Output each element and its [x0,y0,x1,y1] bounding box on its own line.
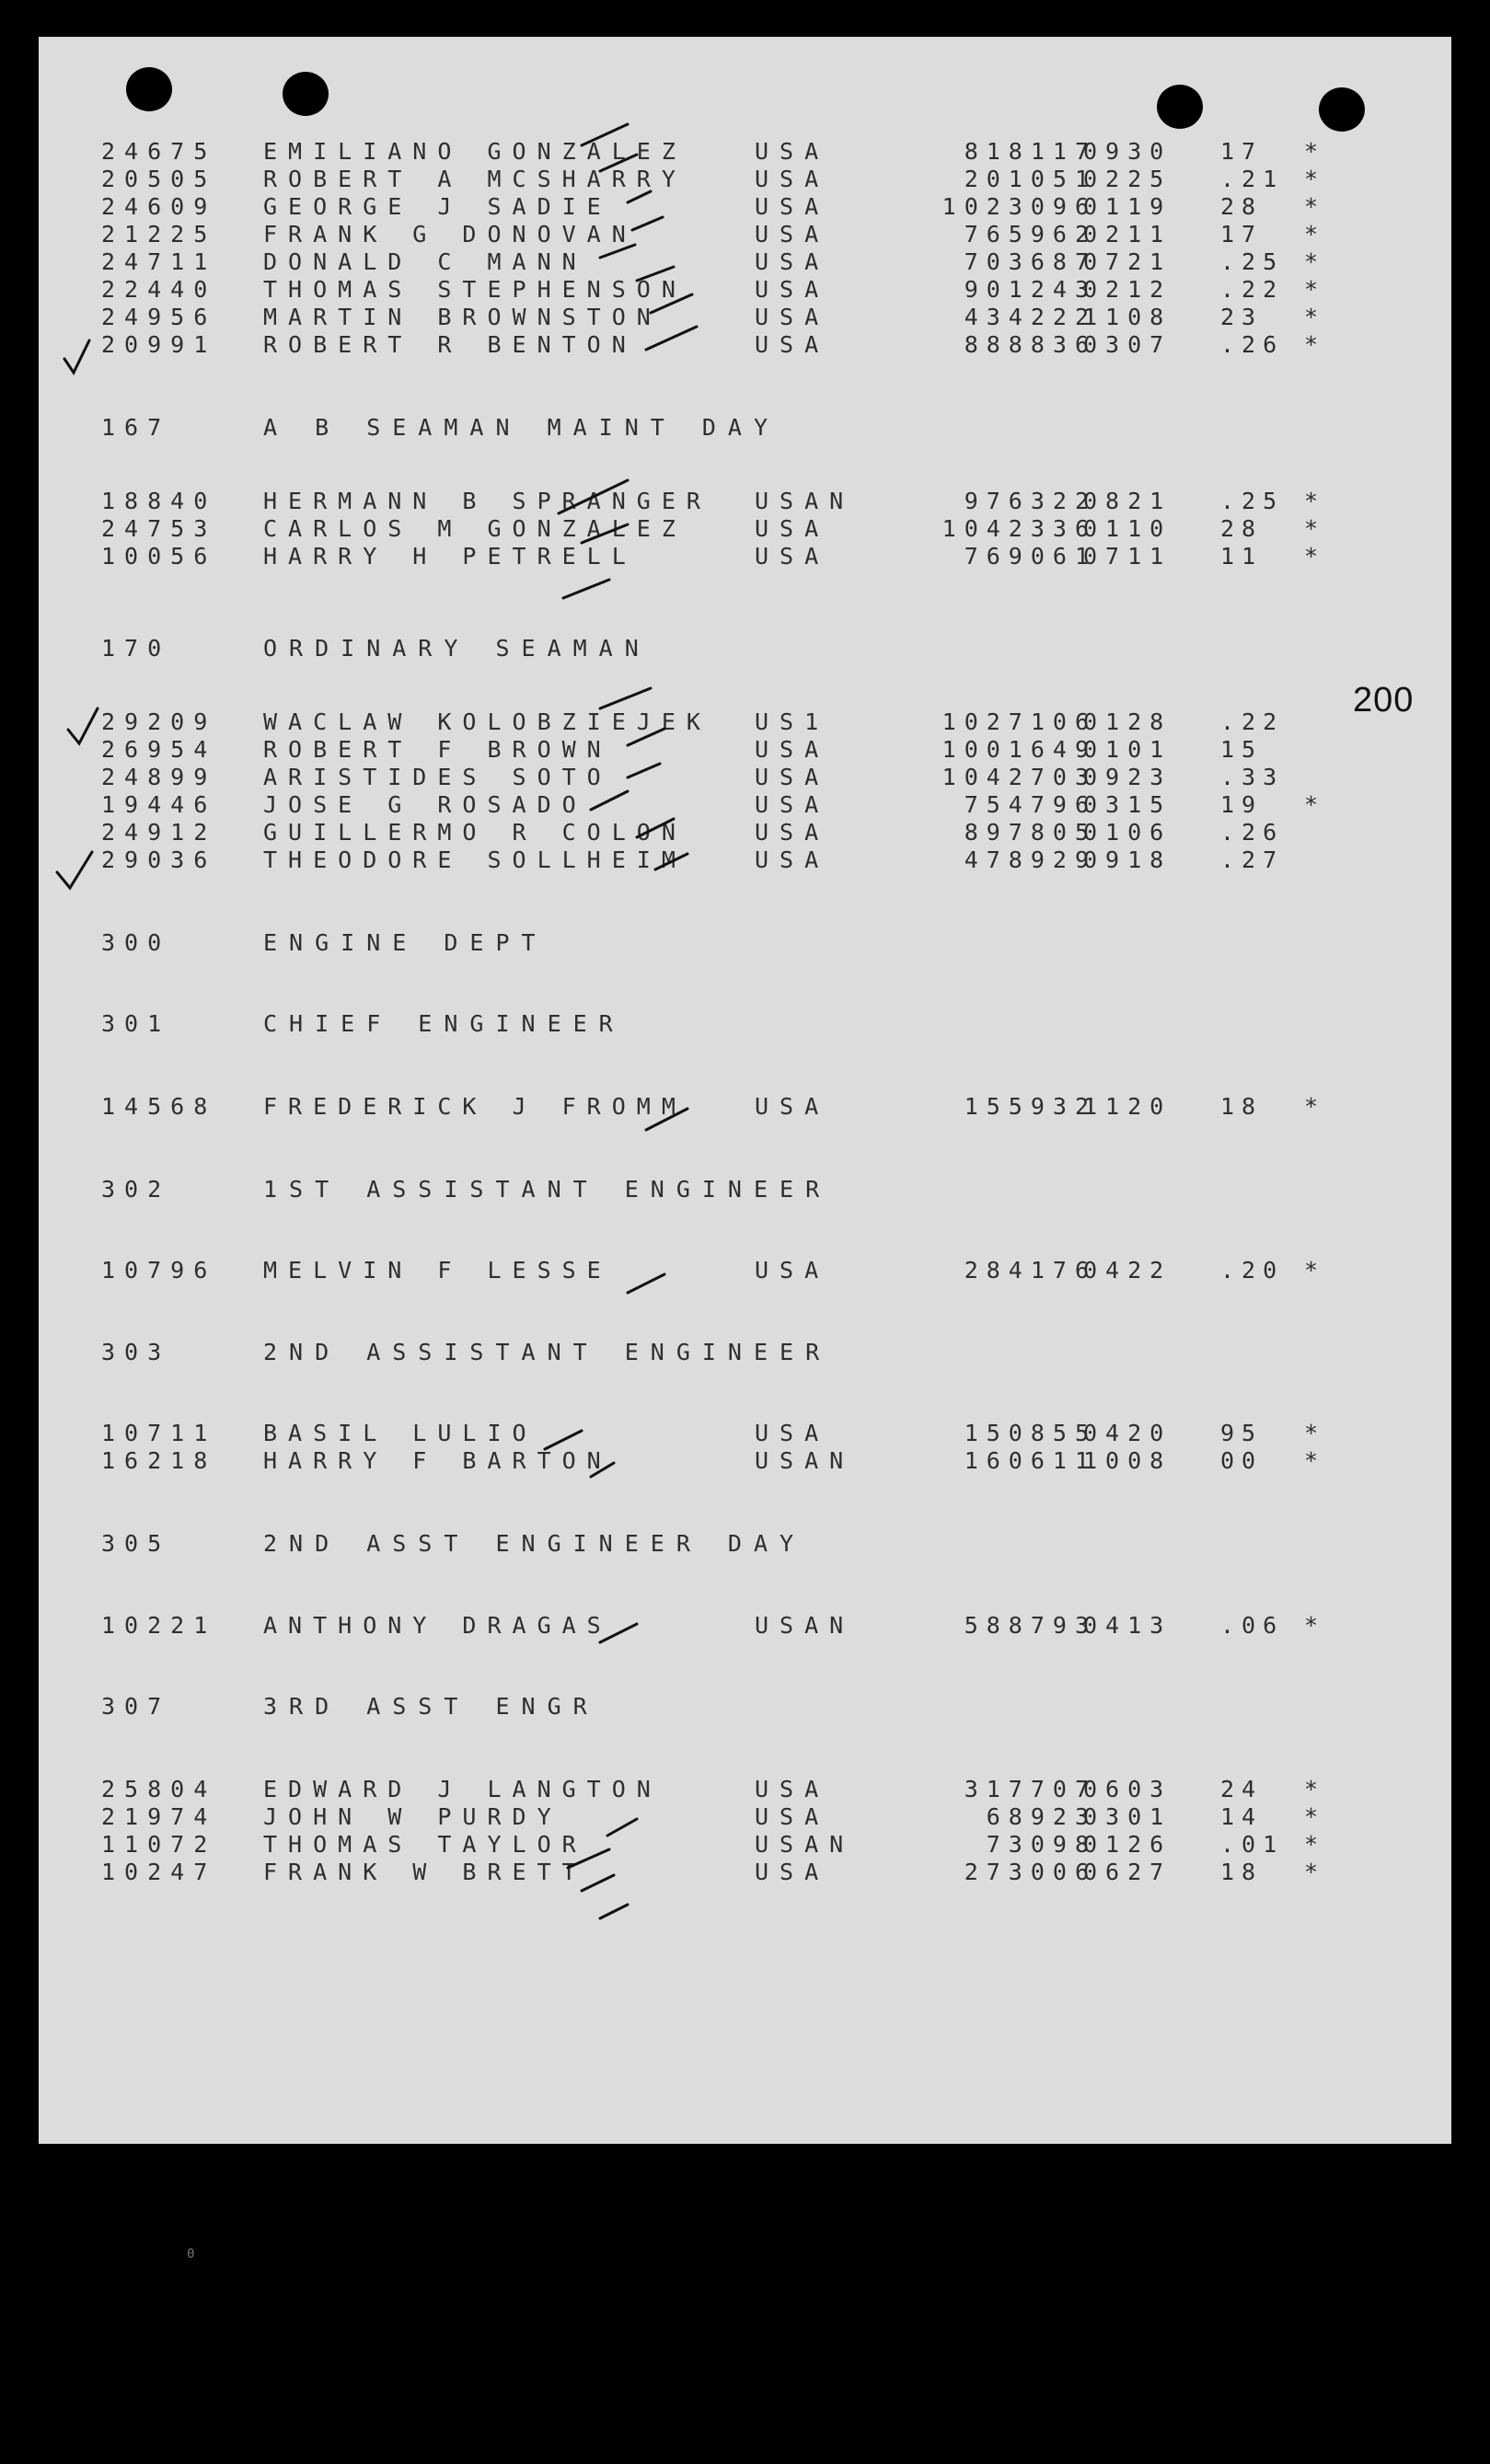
value: 14 [1220,1803,1264,1830]
crew-row [39,791,1451,819]
asterisk-mark: * [1304,221,1319,248]
crew-name: THEODORE SOLLHEIM [263,846,687,873]
value: 18 [1220,1859,1264,1885]
crew-name: JOSE G ROSADO [263,791,587,818]
asterisk-mark: * [1304,515,1319,542]
employee-number: 16218 [101,1447,217,1474]
crew-name: HERMANN B SPRANGER [263,488,711,514]
employee-number: 19446 [101,791,217,818]
section-code: 302 [101,1176,171,1203]
employee-number: 10247 [101,1859,217,1885]
crew-name: BASIL LULIO [263,1420,537,1446]
crew-name: THOMAS TAYLOR [263,1831,587,1858]
value: .21 [1220,166,1285,192]
employee-number: 24956 [101,304,217,330]
section-title: ORDINARY SEAMAN [263,635,651,662]
employee-number: 24912 [101,819,217,846]
citizenship: USA [755,138,830,165]
crew-row [39,764,1451,791]
document-number: 754796 [964,791,1097,818]
date-code: 1120 [1083,1093,1172,1120]
document-number: 588793 [964,1612,1097,1639]
document-sheet [39,37,1451,2144]
punch-hole [283,72,329,116]
date-code: 0821 [1083,488,1172,514]
asterisk-mark: * [1304,138,1319,165]
document-number: 317707 [964,1776,1097,1802]
section-code: 300 [101,929,171,956]
document-number: 155932 [964,1093,1097,1120]
citizenship: USA [755,193,830,220]
section-code: 301 [101,1010,171,1037]
employee-number: 24899 [101,764,217,790]
date-code: 0603 [1083,1776,1172,1802]
crew-name: HARRY H PETRELL [263,543,637,570]
date-code: 0711 [1083,543,1172,570]
crew-row [39,1859,1451,1886]
crew-row [39,1447,1451,1475]
citizenship: USA [755,166,830,192]
asterisk-mark: * [1304,1831,1319,1858]
value: .27 [1220,846,1285,873]
crew-row [39,248,1451,276]
date-code: 0315 [1083,791,1172,818]
crew-name: ARISTIDES SOTO [263,764,612,790]
crew-name: MELVIN F LESSE [263,1257,612,1284]
date-code: 0420 [1083,1420,1172,1446]
crew-row [39,166,1451,193]
citizenship: USA [755,1803,830,1830]
asterisk-mark: * [1304,166,1319,192]
employee-number: 24609 [101,193,217,220]
section-title: 2ND ASSISTANT ENGINEER [263,1339,832,1365]
punch-hole [1157,85,1203,129]
crew-name: DONALD C MANN [263,248,587,275]
date-code: 0110 [1083,515,1172,542]
section-title: ENGINE DEPT [263,929,548,956]
citizenship: USA [755,819,830,846]
document-number: 897805 [964,819,1097,846]
crew-name: CARLOS M GONZALEZ [263,515,687,542]
asterisk-mark: * [1304,1093,1319,1120]
citizenship: USA [755,1776,830,1802]
crew-name: ROBERT R BENTON [263,331,637,358]
document-number: 1023096 [941,193,1097,220]
value: .25 [1220,248,1285,275]
section-code: 303 [101,1339,171,1365]
crew-row [39,1612,1451,1640]
document-number: 888836 [964,331,1097,358]
document-number: 201051 [964,166,1097,192]
date-code: 0413 [1083,1612,1172,1639]
document-number: 976322 [964,488,1097,514]
document-number: 273006 [964,1859,1097,1885]
crew-row [39,846,1451,874]
employee-number: 29209 [101,708,217,735]
employee-number: 26954 [101,736,217,763]
asterisk-mark: * [1304,331,1319,358]
date-code: 0101 [1083,736,1172,763]
document-number: 1042336 [941,515,1097,542]
document-number: 68923 [986,1803,1097,1830]
employee-number: 14568 [101,1093,217,1120]
value: 28 [1220,193,1264,220]
document-number: 765962 [964,221,1097,248]
date-code: 1108 [1083,304,1172,330]
value: .06 [1220,1612,1285,1639]
document-number: 160611 [964,1447,1097,1474]
crew-row [39,1093,1451,1121]
document-number: 1042703 [941,764,1097,790]
citizenship: USA [755,1859,830,1885]
crew-row [39,138,1451,166]
crew-row [39,1803,1451,1831]
asterisk-mark: * [1304,193,1319,220]
crew-name: JOHN W PURDY [263,1803,562,1830]
employee-number: 10711 [101,1420,217,1446]
employee-number: 18840 [101,488,217,514]
value: .01 [1220,1831,1285,1858]
citizenship: USA [755,248,830,275]
asterisk-mark: * [1304,1257,1319,1284]
citizenship: USAN [755,488,855,514]
value: 11 [1220,543,1264,570]
employee-number: 29036 [101,846,217,873]
crew-name: MARTIN BROWNSTON [263,304,662,330]
employee-number: 11072 [101,1831,217,1858]
crew-row [39,304,1451,331]
date-code: 0301 [1083,1803,1172,1830]
crew-name: FREDERICK J FROMM [263,1093,687,1120]
crew-row [39,819,1451,846]
value: .25 [1220,488,1285,514]
section-code: 307 [101,1693,171,1720]
crew-name: GEORGE J SADIE [263,193,612,220]
document-number: 818117 [964,138,1097,165]
asterisk-mark: * [1304,488,1319,514]
crew-row [39,1776,1451,1803]
crew-name: EDWARD J LANGTON [263,1776,662,1802]
crew-row [39,1420,1451,1447]
asterisk-mark: * [1304,304,1319,330]
date-code: 0126 [1083,1831,1172,1858]
value: 19 [1220,791,1264,818]
employee-number: 25804 [101,1776,217,1802]
document-number: 1001649 [941,736,1097,763]
section-title: 2ND ASST ENGINEER DAY [263,1530,806,1557]
date-code: 0627 [1083,1859,1172,1885]
asterisk-mark: * [1304,543,1319,570]
crew-name: ANTHONY DRAGAS [263,1612,612,1639]
citizenship: USA [755,1420,830,1446]
value: .26 [1220,331,1285,358]
date-code: 0119 [1083,193,1172,220]
value: 18 [1220,1093,1264,1120]
value: .22 [1220,276,1285,303]
date-code: 0307 [1083,331,1172,358]
asterisk-mark: * [1304,1776,1319,1802]
crew-name: THOMAS STEPHENSON [263,276,687,303]
date-code: 0225 [1083,166,1172,192]
crew-name: GUILLERMO R COLON [263,819,687,846]
asterisk-mark: * [1304,1803,1319,1830]
employee-number: 10056 [101,543,217,570]
asterisk-mark: * [1304,248,1319,275]
date-code: 0106 [1083,819,1172,846]
value: .20 [1220,1257,1285,1284]
crew-name: ROBERT F BROWN [263,736,612,763]
date-code: 0721 [1083,248,1172,275]
section-title: A B SEAMAN MAINT DAY [263,414,780,441]
citizenship: USAN [755,1447,855,1474]
date-code: 0918 [1083,846,1172,873]
value: 15 [1220,736,1264,763]
value: 00 [1220,1447,1264,1474]
citizenship: USA [755,1093,830,1120]
employee-number: 24675 [101,138,217,165]
citizenship: USAN [755,1612,855,1639]
document-number: 150855 [964,1420,1097,1446]
punch-hole [126,67,172,111]
employee-number: 24753 [101,515,217,542]
crew-name: ROBERT A MCSHARRY [263,166,687,192]
employee-number: 24711 [101,248,217,275]
value: 95 [1220,1420,1264,1446]
value: 24 [1220,1776,1264,1802]
crew-row [39,736,1451,764]
crew-name: HARRY F BARTON [263,1447,612,1474]
document-number: 901243 [964,276,1097,303]
asterisk-mark: * [1304,276,1319,303]
employee-number: 20505 [101,166,217,192]
document-number: 434222 [964,304,1097,330]
employee-number: 10796 [101,1257,217,1284]
employee-number: 22440 [101,276,217,303]
date-code: 0211 [1083,221,1172,248]
crew-row [39,543,1451,570]
document-number: 478929 [964,846,1097,873]
crew-row [39,193,1451,221]
crew-name: EMILIANO GONZALEZ [263,138,687,165]
citizenship: USA [755,515,830,542]
date-code: 0128 [1083,708,1172,735]
punch-hole [1319,87,1365,132]
asterisk-mark: * [1304,1612,1319,1639]
employee-number: 21974 [101,1803,217,1830]
citizenship: USA [755,791,830,818]
section-title: 1ST ASSISTANT ENGINEER [263,1176,832,1203]
value: .26 [1220,819,1285,846]
crew-row [39,1831,1451,1859]
asterisk-mark: * [1304,1447,1319,1474]
crew-row [39,221,1451,248]
date-code: 0212 [1083,276,1172,303]
employee-number: 20991 [101,331,217,358]
date-code: 1008 [1083,1447,1172,1474]
crew-row [39,515,1451,543]
crew-name: WACLAW KOLOBZIEJEK [263,708,711,735]
crew-name: FRANK G DONOVAN [263,221,637,248]
section-title: CHIEF ENGINEER [263,1010,625,1037]
section-code: 167 [101,414,171,441]
date-code: 0422 [1083,1257,1172,1284]
document-number: 284176 [964,1257,1097,1284]
corner-mark: 0 [187,2247,195,2262]
citizenship: USA [755,276,830,303]
employee-number: 10221 [101,1612,217,1639]
asterisk-mark: * [1304,1859,1319,1885]
document-number: 1027106 [941,708,1097,735]
citizenship: USA [755,846,830,873]
section-code: 170 [101,635,171,662]
value: .22 [1220,708,1285,735]
document-number: 769061 [964,543,1097,570]
citizenship: USA [755,221,830,248]
value: 17 [1220,221,1264,248]
value: 23 [1220,304,1264,330]
citizenship: USA [755,764,830,790]
crew-row [39,331,1451,359]
value: 17 [1220,138,1264,165]
crew-row [39,708,1451,736]
crew-row [39,276,1451,304]
citizenship: USA [755,1257,830,1284]
citizenship: USAN [755,1831,855,1858]
section-code: 305 [101,1530,171,1557]
date-code: 0923 [1083,764,1172,790]
crew-name: FRANK W BRETT [263,1859,587,1885]
date-code: 0930 [1083,138,1172,165]
citizenship: USA [755,304,830,330]
crew-row [39,1257,1451,1284]
citizenship: USA [755,331,830,358]
citizenship: USA [755,736,830,763]
document-number: 703687 [964,248,1097,275]
employee-number: 21225 [101,221,217,248]
document-number: 73098 [986,1831,1097,1858]
citizenship: USA [755,543,830,570]
crew-row [39,488,1451,515]
asterisk-mark: * [1304,791,1319,818]
asterisk-mark: * [1304,1420,1319,1446]
value: .33 [1220,764,1285,790]
page-number: 200 [1353,681,1415,720]
value: 28 [1220,515,1264,542]
citizenship: US1 [755,708,830,735]
section-title: 3RD ASST ENGR [263,1693,599,1720]
